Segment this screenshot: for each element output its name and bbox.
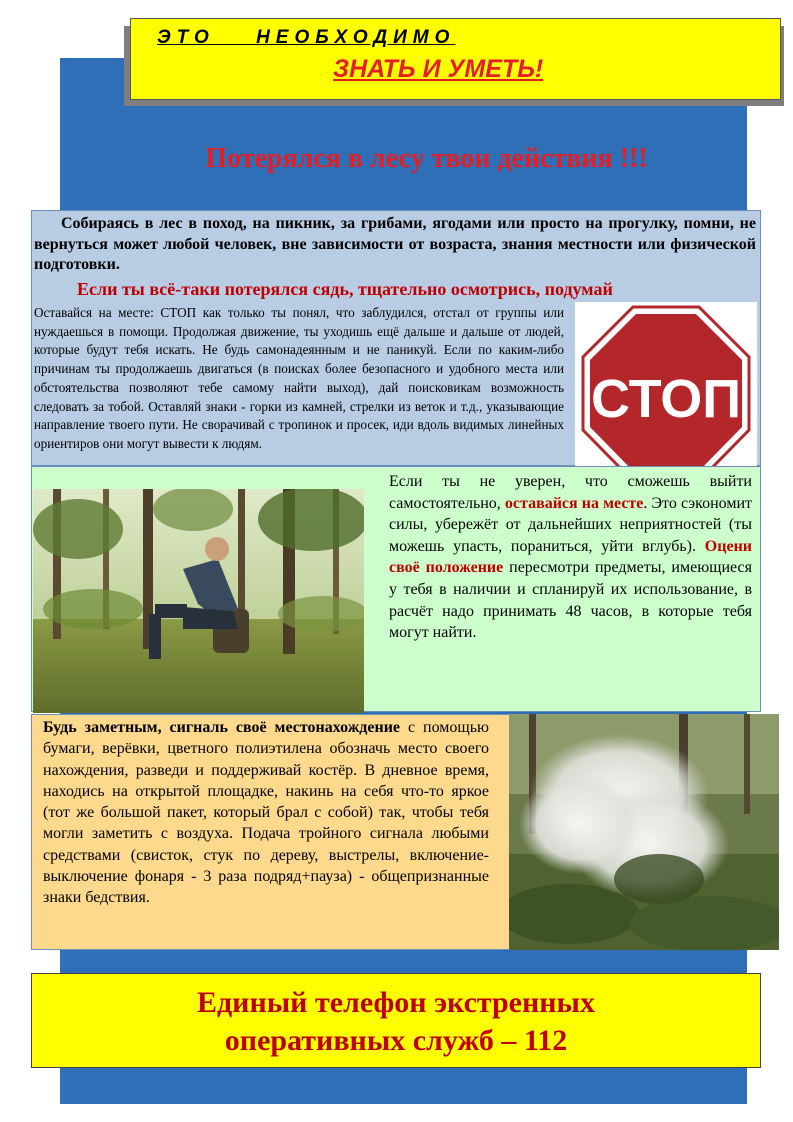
smoke-photo-illustration (509, 714, 779, 950)
stay-in-place-paragraph: Оставайся на месте: СТОП как только ты понял, что заблудился, отстал от группы или нуждаешься в помощи. Продолжая движение, ты уходишь ещё дальше и дальше от людей, которые будут тебя искать. Не будь самонадеянным и не паникуй. Если по каким-либо причинам ты продолжаешь двигаться (в поисках более безопасного и удобного места или обстоятельства позволяют тебе самому найти выход), дай поисковикам возможность следовать за тобой. Оставляй знаки - горки из камней, стрелки из веток и т.д., указывающие направление твоего пути. Не сворачивай с тропинок и просек, иди вдоль видимых линейных ориентиров они могут вывести к людям. (34, 305, 564, 451)
page-title: Потерялся в лесу твои действия !!! (205, 143, 648, 174)
signal-paragraph (43, 717, 489, 909)
forest-photo-illustration (33, 489, 364, 713)
emergency-phone-banner (31, 973, 761, 1068)
highlight-stay: оставайся на месте (504, 494, 644, 512)
signal-section (31, 714, 511, 950)
header-line-2: ЗНАТЬ И УМЕТЬ! (333, 55, 544, 83)
smoke-signal-photo (509, 714, 779, 950)
stop-sign-image (575, 302, 757, 487)
emergency-phone-text (32, 984, 760, 1060)
stop-sign-icon (575, 302, 757, 487)
footer-line-1: Единый телефон экстренных (197, 986, 595, 1019)
text-fragment: Если ты не уверен, что сможешь выйти самостоятельно, (389, 473, 752, 512)
header-line-1: ЭТО НЕОБХОДИМО (157, 27, 456, 48)
footer-line-2: оперативных служб – 112 (224, 1024, 568, 1057)
header-banner (130, 18, 781, 100)
lost-man-forest-photo (33, 489, 364, 713)
signal-lead: Будь заметным, сигналь своё местонахождение (43, 719, 401, 736)
stay-calm-paragraph (389, 471, 752, 644)
text-fragment: . Это сэкономит силы, убережёт от дальнейших неприятностей (ты можешь упасть, пораниться, уйти вглубь). (389, 494, 752, 555)
text-fragment: пересмотри предметы, имеющиеся у тебя в наличии и спланируй их использование, в расчёт надо принимать 48 часов, в которые тебя могут найти. (389, 559, 752, 642)
stop-sign-label: СТОП (590, 369, 742, 429)
highlight-assess: Оцени своё положение (389, 537, 752, 577)
intro-paragraph: Собираясь в лес в поход, на пикник, за грибами, ягодами или просто на прогулку, помни, не вернуться может любой человек, вне зависимости от возраста, знания местности или физической подготовки. (34, 215, 756, 273)
section-subtitle: Если ты всё-таки потерялся сядь, тщательно осмотрись, подумай (77, 279, 613, 299)
text-fragment: с помощью бумаги, верёвки, цветного полиэтилена обозначь место своего нахождения, разведи и поддерживай костёр. В дневное время, находись на открытой площадке, накинь на себя что-то яркое (тот же большой пакет, который брал с собой) так, чтобы тебя могли заметить с воздуха. Подача тройного сигнала любыми средствами (свисток, стук по дереву, выстрелы, включение-выключение фонаря - 3 раза подряд+пауза) - общепризнанные знаки бедствия. (43, 719, 490, 907)
